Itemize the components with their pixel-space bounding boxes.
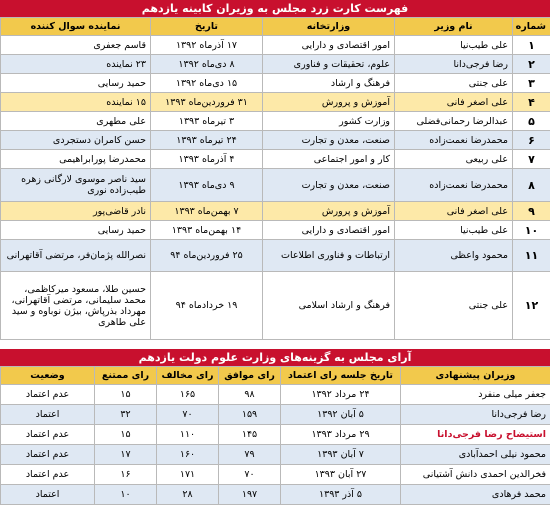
session-date: ۵ آبان ۱۳۹۲ <box>281 405 401 425</box>
table-row <box>1 112 550 131</box>
row-number: ۱۰ <box>513 221 550 240</box>
votes-title: آرای مجلس به گزینه‌های وزارت علوم دولت یازدهم <box>0 349 550 366</box>
row-number: ۲ <box>513 55 550 74</box>
minister-name: محمدرضا نعمت‌زاده <box>395 169 513 202</box>
col-ministry: وزارتخانه <box>263 18 395 36</box>
table-row <box>1 93 550 112</box>
card-date: ۳۱ فروردین‌ماه ۱۳۹۳ <box>151 93 263 112</box>
yes-votes: ۱۵۹ <box>219 405 281 425</box>
cards-table <box>0 17 550 340</box>
row-number: ۷ <box>513 150 550 169</box>
minister-name: علی طیب‌نیا <box>395 221 513 240</box>
no-votes: ۱۱۰ <box>157 425 219 445</box>
abstain-votes: ۱۵ <box>95 425 157 445</box>
yes-votes: ۷۹ <box>219 445 281 465</box>
col-date: تاریخ <box>151 18 263 36</box>
minister-name: علی اصغر فانی <box>395 93 513 112</box>
ministry-name: فرهنگ و ارشاد <box>263 74 395 93</box>
minister-name: عبدالرضا رحمانی‌فضلی <box>395 112 513 131</box>
questioner-name: حسن کامران دستجردی <box>1 131 151 150</box>
questioner-name: سید ناصر موسوی لارگانی زهره طیب‌زاده نوری <box>1 169 151 202</box>
minister-name: علی ربیعی <box>395 150 513 169</box>
candidate-name: جعفر میلی منفرد <box>401 385 550 405</box>
col-status: وضعیت <box>1 367 95 385</box>
ministry-name: صنعت، معدن و تجارت <box>263 169 395 202</box>
abstain-votes: ۱۵ <box>95 385 157 405</box>
status: اعتماد <box>1 405 95 425</box>
questioner-name: نصرالله پژمان‌فر، مرتضی آقاتهرانی <box>1 240 151 272</box>
minister-name: علی اصغر فانی <box>395 202 513 221</box>
minister-name: محمدرضا نعمت‌زاده <box>395 131 513 150</box>
ministry-name: علوم، تحقیقات و فناوری <box>263 55 395 74</box>
yes-votes: ۷۰ <box>219 465 281 485</box>
status: عدم اعتماد <box>1 445 95 465</box>
status: اعتماد <box>1 485 95 505</box>
candidate-name: فخرالدین احمدی دانش آشتیانی <box>401 465 550 485</box>
row-number: ۴ <box>513 93 550 112</box>
questioner-name: ۱۵ نماینده <box>1 93 151 112</box>
row-number: ۹ <box>513 202 550 221</box>
questioner-name: حمید رسایی <box>1 221 151 240</box>
col-number: شماره <box>513 18 550 36</box>
row-number: ۱۱ <box>513 240 550 272</box>
col-session-date: تاریخ جلسه رای اعتماد <box>281 367 401 385</box>
card-date: ۷ بهمن‌ماه ۱۳۹۳ <box>151 202 263 221</box>
table-row <box>1 131 550 150</box>
table-row <box>1 150 550 169</box>
candidate-name: استیضاح رضا فرجی‌دانا <box>401 425 550 445</box>
ministry-name: صنعت، معدن و تجارت <box>263 131 395 150</box>
card-date: ۸ دی‌ماه ۱۳۹۲ <box>151 55 263 74</box>
yes-votes: ۹۸ <box>219 385 281 405</box>
questioner-name: حسین طلا، مسعود میرکاظمی، محمد سلیمانی، مرتضی آقاتهرانی، مهرداد بذرپاش، بیژن نوباوه و سید علی طاهری <box>1 272 151 340</box>
minister-name: محمود واعظی <box>395 240 513 272</box>
questioner-name: حمید رسایی <box>1 74 151 93</box>
row-number: ۱ <box>513 36 550 55</box>
table-row <box>1 221 550 240</box>
table-row <box>1 55 550 74</box>
candidate-name: رضا فرجی‌دانا <box>401 405 550 425</box>
candidate-name: محمود نیلی احمدآبادی <box>401 445 550 465</box>
col-yes: رای موافق <box>219 367 281 385</box>
table-row <box>1 445 550 465</box>
yes-votes: ۱۹۷ <box>219 485 281 505</box>
session-date: ۲۴ مرداد ۱۳۹۲ <box>281 385 401 405</box>
table-row <box>1 74 550 93</box>
col-candidate: وزیران پیشنهادی <box>401 367 550 385</box>
no-votes: ۱۶۰ <box>157 445 219 465</box>
minister-name: علی جنتی <box>395 272 513 340</box>
col-no: رای مخالف <box>157 367 219 385</box>
ministry-name: فرهنگ و ارشاد اسلامی <box>263 272 395 340</box>
abstain-votes: ۳۲ <box>95 405 157 425</box>
table-row <box>1 272 550 340</box>
votes-table <box>0 366 550 505</box>
card-date: ۴ آذرماه ۱۳۹۳ <box>151 150 263 169</box>
cards-title: فهرست کارت زرد مجلس به وزیران کابینه یازدهم <box>0 0 550 17</box>
row-number: ۳ <box>513 74 550 93</box>
row-number: ۸ <box>513 169 550 202</box>
ministry-name: آموزش و پرورش <box>263 202 395 221</box>
table-row <box>1 425 550 445</box>
questioner-name: نادر قاضی‌پور <box>1 202 151 221</box>
no-votes: ۲۸ <box>157 485 219 505</box>
ministry-name: ارتباطات و فناوری اطلاعات <box>263 240 395 272</box>
ministry-name: امور اقتصادی و دارایی <box>263 221 395 240</box>
card-date: ۲۵ فروردین‌ماه ۹۴ <box>151 240 263 272</box>
table-row <box>1 385 550 405</box>
session-date: ۲۷ آبان ۱۳۹۳ <box>281 465 401 485</box>
status: عدم اعتماد <box>1 465 95 485</box>
no-votes: ۱۷۱ <box>157 465 219 485</box>
table-row <box>1 202 550 221</box>
row-number: ۶ <box>513 131 550 150</box>
row-number: ۱۲ <box>513 272 550 340</box>
row-number: ۵ <box>513 112 550 131</box>
card-date: ۱۷ آذرماه ۱۳۹۲ <box>151 36 263 55</box>
no-votes: ۱۶۵ <box>157 385 219 405</box>
no-votes: ۷۰ <box>157 405 219 425</box>
questioner-name: علی مطهری <box>1 112 151 131</box>
table-row <box>1 405 550 425</box>
yes-votes: ۱۴۵ <box>219 425 281 445</box>
questioner-name: قاسم جعفری <box>1 36 151 55</box>
questioner-name: محمدرضا پورابراهیمی <box>1 150 151 169</box>
abstain-votes: ۱۰ <box>95 485 157 505</box>
table-row <box>1 485 550 505</box>
col-abstain: رای ممتنع <box>95 367 157 385</box>
candidate-name: محمد فرهادی <box>401 485 550 505</box>
card-date: ۱۴ بهمن‌ماه ۱۳۹۳ <box>151 221 263 240</box>
card-date: ۱۹ خردادماه ۹۴ <box>151 272 263 340</box>
table-row <box>1 240 550 272</box>
ministry-name: آموزش و پرورش <box>263 93 395 112</box>
col-questioner: نماینده سوال کننده <box>1 18 151 36</box>
table-row <box>1 465 550 485</box>
ministry-name: امور اقتصادی و دارایی <box>263 36 395 55</box>
status: عدم اعتماد <box>1 425 95 445</box>
col-minister: نام وزیر <box>395 18 513 36</box>
session-date: ۷ آبان ۱۳۹۳ <box>281 445 401 465</box>
minister-name: علی جنتی <box>395 74 513 93</box>
ministry-name: کار و امور اجتماعی <box>263 150 395 169</box>
session-date: ۲۹ مرداد ۱۳۹۳ <box>281 425 401 445</box>
minister-name: علی طیب‌نیا <box>395 36 513 55</box>
card-date: ۳ تیرماه ۱۳۹۳ <box>151 112 263 131</box>
ministry-name: وزارت کشور <box>263 112 395 131</box>
abstain-votes: ۱۷ <box>95 445 157 465</box>
card-date: ۲۴ تیرماه ۱۳۹۳ <box>151 131 263 150</box>
card-date: ۹ دی‌ماه ۱۳۹۳ <box>151 169 263 202</box>
questioner-name: ۲۳ نماینده <box>1 55 151 74</box>
abstain-votes: ۱۶ <box>95 465 157 485</box>
session-date: ۵ آذر ۱۳۹۳ <box>281 485 401 505</box>
table-row <box>1 36 550 55</box>
status: عدم اعتماد <box>1 385 95 405</box>
minister-name: رضا فرجی‌دانا <box>395 55 513 74</box>
card-date: ۱۵ دی‌ماه ۱۳۹۲ <box>151 74 263 93</box>
table-row <box>1 169 550 202</box>
